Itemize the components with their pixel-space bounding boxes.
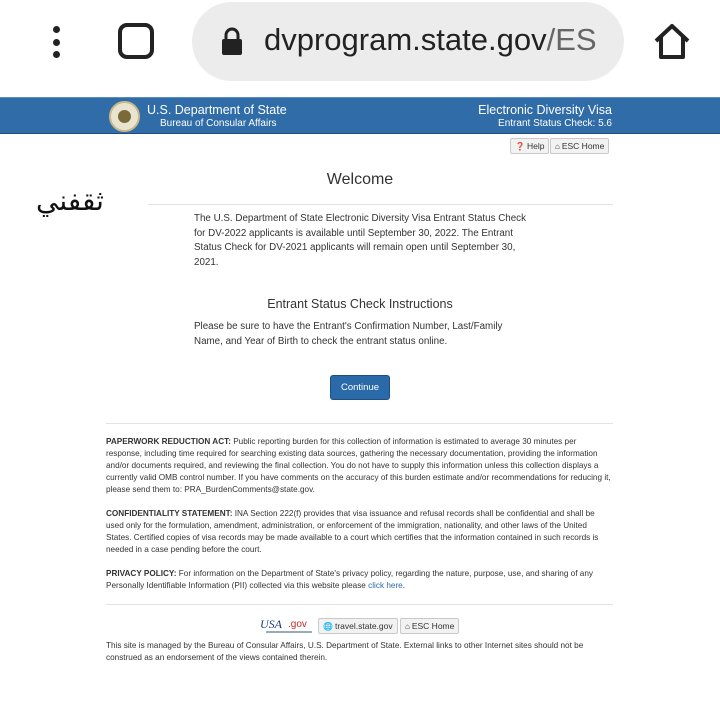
instructions-title: Entrant Status Check Instructions xyxy=(267,297,453,311)
privacy-end: . xyxy=(402,581,406,590)
tabs-icon[interactable] xyxy=(118,23,154,59)
overlay-logo: ثقفني xyxy=(36,184,104,217)
url-host: dvprogram.state.gov xyxy=(264,22,547,57)
divider xyxy=(106,604,613,605)
privacy-label: PRIVACY POLICY: xyxy=(106,569,177,578)
footer-esc-home-label: ESC Home xyxy=(411,621,455,631)
instructions-text: Please be sure to have the Entrant's Confirmation Number, Last/Family Name, and Year of Birth to check the entrant status online. xyxy=(194,321,503,347)
site-header xyxy=(0,97,720,134)
help-button[interactable] xyxy=(510,138,549,154)
paperwork-label: PAPERWORK REDUCTION ACT: xyxy=(106,437,231,446)
footer-esc-home-button[interactable] xyxy=(400,618,459,634)
dept-subtitle: Bureau of Consular Affairs xyxy=(160,118,277,129)
url-text[interactable] xyxy=(264,22,610,58)
continue-button[interactable]: Continue xyxy=(330,375,390,400)
usagov-logo-a: USA xyxy=(260,617,282,631)
globe-icon: 🌐 xyxy=(323,622,333,631)
more-menu-icon[interactable] xyxy=(40,22,72,62)
usagov-logo[interactable] xyxy=(256,615,316,635)
usagov-logo-b: .gov xyxy=(288,619,307,630)
paperwork-reduction-act xyxy=(106,436,612,496)
home-icon: ⌂ xyxy=(555,142,560,151)
intro-text: The U.S. Department of State Electronic Diversity Visa Entrant Status Check for DV-2022 applicants is available until September 30, 2022. The Entrant Status Check for DV-2021 applicants will remain open until September 30, 2021. xyxy=(194,213,526,268)
divider xyxy=(148,204,613,205)
divider xyxy=(106,423,613,424)
page-title: Welcome xyxy=(326,171,394,188)
footer-disclaimer: This site is managed by the Bureau of Consular Affairs, U.S. Department of State. External links to other Internet sites should not be construed as an endorsement of the views contained therein. xyxy=(106,641,584,662)
travel-label: travel.state.gov xyxy=(334,621,393,631)
state-dept-seal-icon xyxy=(109,101,140,132)
esc-home-button[interactable] xyxy=(550,138,609,154)
help-label: Help xyxy=(526,141,545,151)
browser-toolbar xyxy=(0,0,720,97)
url-path: /ES xyxy=(546,22,597,57)
privacy-policy xyxy=(106,568,612,592)
confidentiality-statement xyxy=(106,508,612,556)
privacy-link[interactable]: click here xyxy=(368,581,403,590)
app-title: Electronic Diversity Visa xyxy=(478,103,612,117)
confidentiality-text: INA Section 222(f) provides that visa issuance and refusal records shall be confidential and shall be used only for the formulation, amendment, administration, or enforcement of the immigration, nationality, and other laws of the United States. Certified copies of visa records may be made available to a court which certifies that the information contained in such records is needed in a case pending before the court. xyxy=(106,509,599,554)
dept-name: U.S. Department of State xyxy=(147,103,287,117)
paperwork-text: Public reporting burden for this collection of information is estimated to average 30 minutes per response, including time required for searching existing data sources, gathering the necessary documentation, providing the information and/or documents required, and reviewing the final collection. You do not have to supply this information unless this collection displays a currently valid OMB control number. If you have comments on the accuracy of this burden estimate and/or recommendations for reducing it, please send them to: PRA_BurdenComments@state.gov. xyxy=(106,437,611,494)
privacy-text: For information on the Department of State's privacy policy, regarding the nature, purpose, use, and sharing of any Personally Identifiable Information (PII) collected via this website please xyxy=(106,569,593,590)
home-icon[interactable] xyxy=(652,21,692,61)
app-subtitle: Entrant Status Check: 5.6 xyxy=(498,118,612,129)
lock-icon xyxy=(221,26,243,56)
usagov-logo-underline xyxy=(266,631,312,633)
esc-home-label: ESC Home xyxy=(561,141,605,151)
question-icon: ❓ xyxy=(515,142,525,151)
home-icon: ⌂ xyxy=(405,622,410,631)
confidentiality-label: CONFIDENTIALITY STATEMENT: xyxy=(106,509,233,518)
travel-state-gov-button[interactable] xyxy=(318,618,398,634)
